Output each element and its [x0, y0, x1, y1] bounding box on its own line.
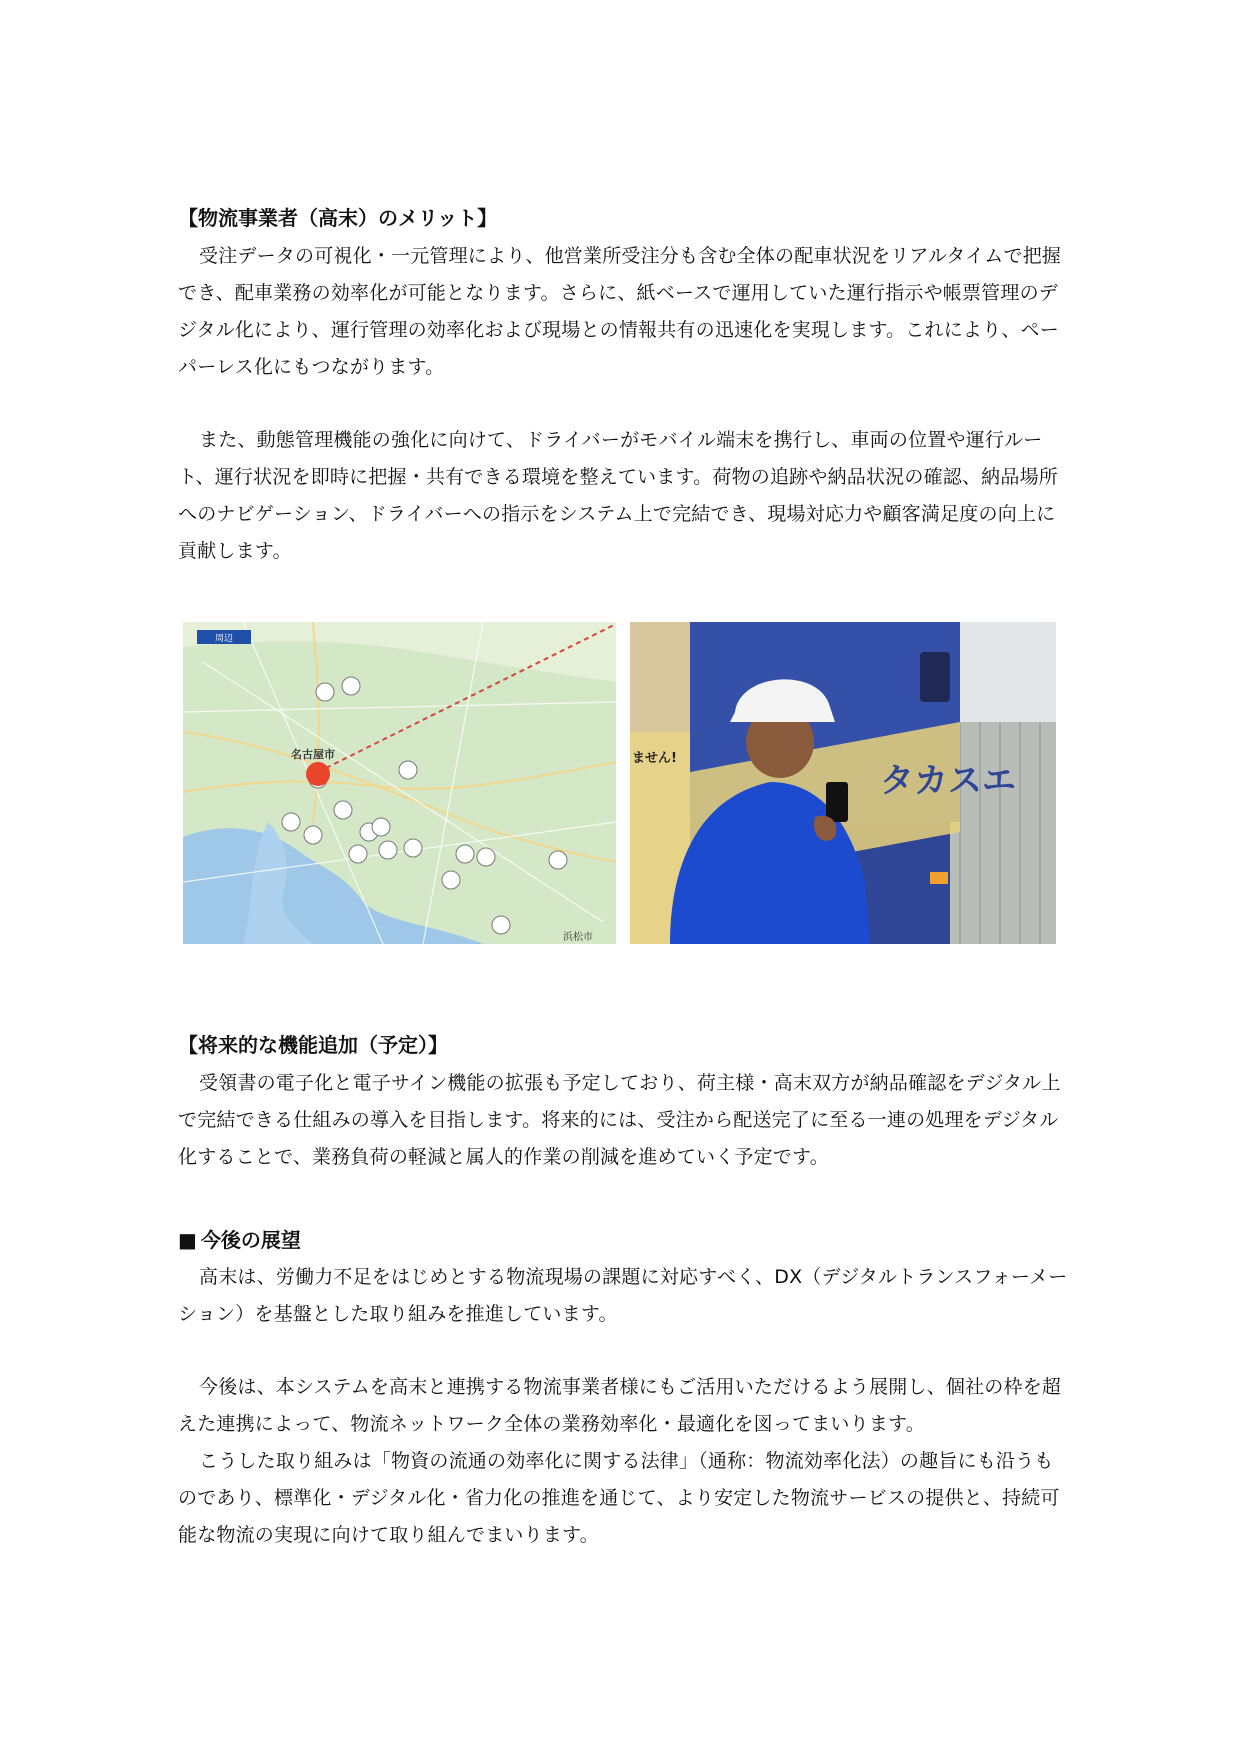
section-outlook: [178, 1225, 1068, 1554]
figure-row: [183, 622, 1063, 944]
section-merits: [178, 203, 1068, 570]
driver-photo-image: [630, 622, 1056, 944]
outlook-paragraph-2: 今後は、本システムを高末と連携する物流事業者様にもご活用いただけるよう展開し、個社の枠を超えた連携によって、物流ネットワーク全体の業務効率化・最適化を図ってまいります。: [178, 1376, 1062, 1435]
section-heading-merits: 【物流事業者（高末）のメリット】: [178, 206, 498, 230]
origin-pin-marker: [306, 762, 330, 786]
merits-paragraph-2: また、動態管理機能の強化に向けて、ドライバーがモバイル端末を携行し、車両の位置や運行ルート、運行状況を即時に把握・共有できる環境を整えています。荷物の追跡や納品状況の確認、納品場所へのナビゲーション、ドライバーへの指示をシステム上で完結でき、現場対応力や顧客満足度の向上に貢献します。: [178, 429, 1058, 562]
future-paragraph-1: 受領書の電子化と電子サイン機能の拡張も予定しており、荷主様・高末双方が納品確認をデジタル上で完結できる仕組みの導入を目指します。将来的には、受注から配送完了に至る一連の処理をデジタル化することで、業務負荷の軽減と属人的作業の削減を進めていく予定です。: [178, 1072, 1061, 1168]
map-city-label-2: 浜松市: [563, 932, 593, 943]
outlook-paragraph-3: こうした取り組みは「物資の流通の効率化に関する法律」（通称：物流効率化法）の趣旨にも沿うものであり、標準化・デジタル化・省力化の推進を通じて、より安定した物流サービスの提供と、持続可能な物流の実現に向けて取り組んでまいります。: [178, 1450, 1060, 1546]
driver-photo: [630, 622, 1056, 944]
section-heading-outlook: [178, 1225, 1068, 1255]
map-city-label: 名古屋市: [291, 748, 335, 761]
merits-paragraph-1: 受注データの可視化・一元管理により、他営業所受注分も含む全体の配車状況をリアルタイムで把握でき、配車業務の効率化が可能となります。さらに、紙ベースで運用していた運行指示や帳票管理のデジタル化により、運行管理の効率化および現場との情報共有の迅速化を実現します。これにより、ペーパーレス化にもつながります。: [178, 245, 1062, 378]
truck-sign-text: ません!: [632, 751, 677, 766]
map-image: [183, 622, 616, 944]
outlook-heading-text: 今後の展望: [200, 1228, 301, 1252]
map-badge-label: 周辺: [214, 634, 234, 644]
outlook-paragraph-1: 高末は、労働力不足をはじめとする物流現場の課題に対応すべく、DX（デジタルトランスフォーメーション）を基盤とした取り組みを推進しています。: [178, 1266, 1068, 1325]
truck-company-text: タカスエ: [880, 761, 1016, 801]
bullet-square: ■: [178, 1228, 197, 1252]
section-future: [178, 1030, 1068, 1176]
section-heading-future: 【将来的な機能追加（予定）】: [178, 1033, 448, 1057]
map-screenshot: [183, 622, 616, 944]
